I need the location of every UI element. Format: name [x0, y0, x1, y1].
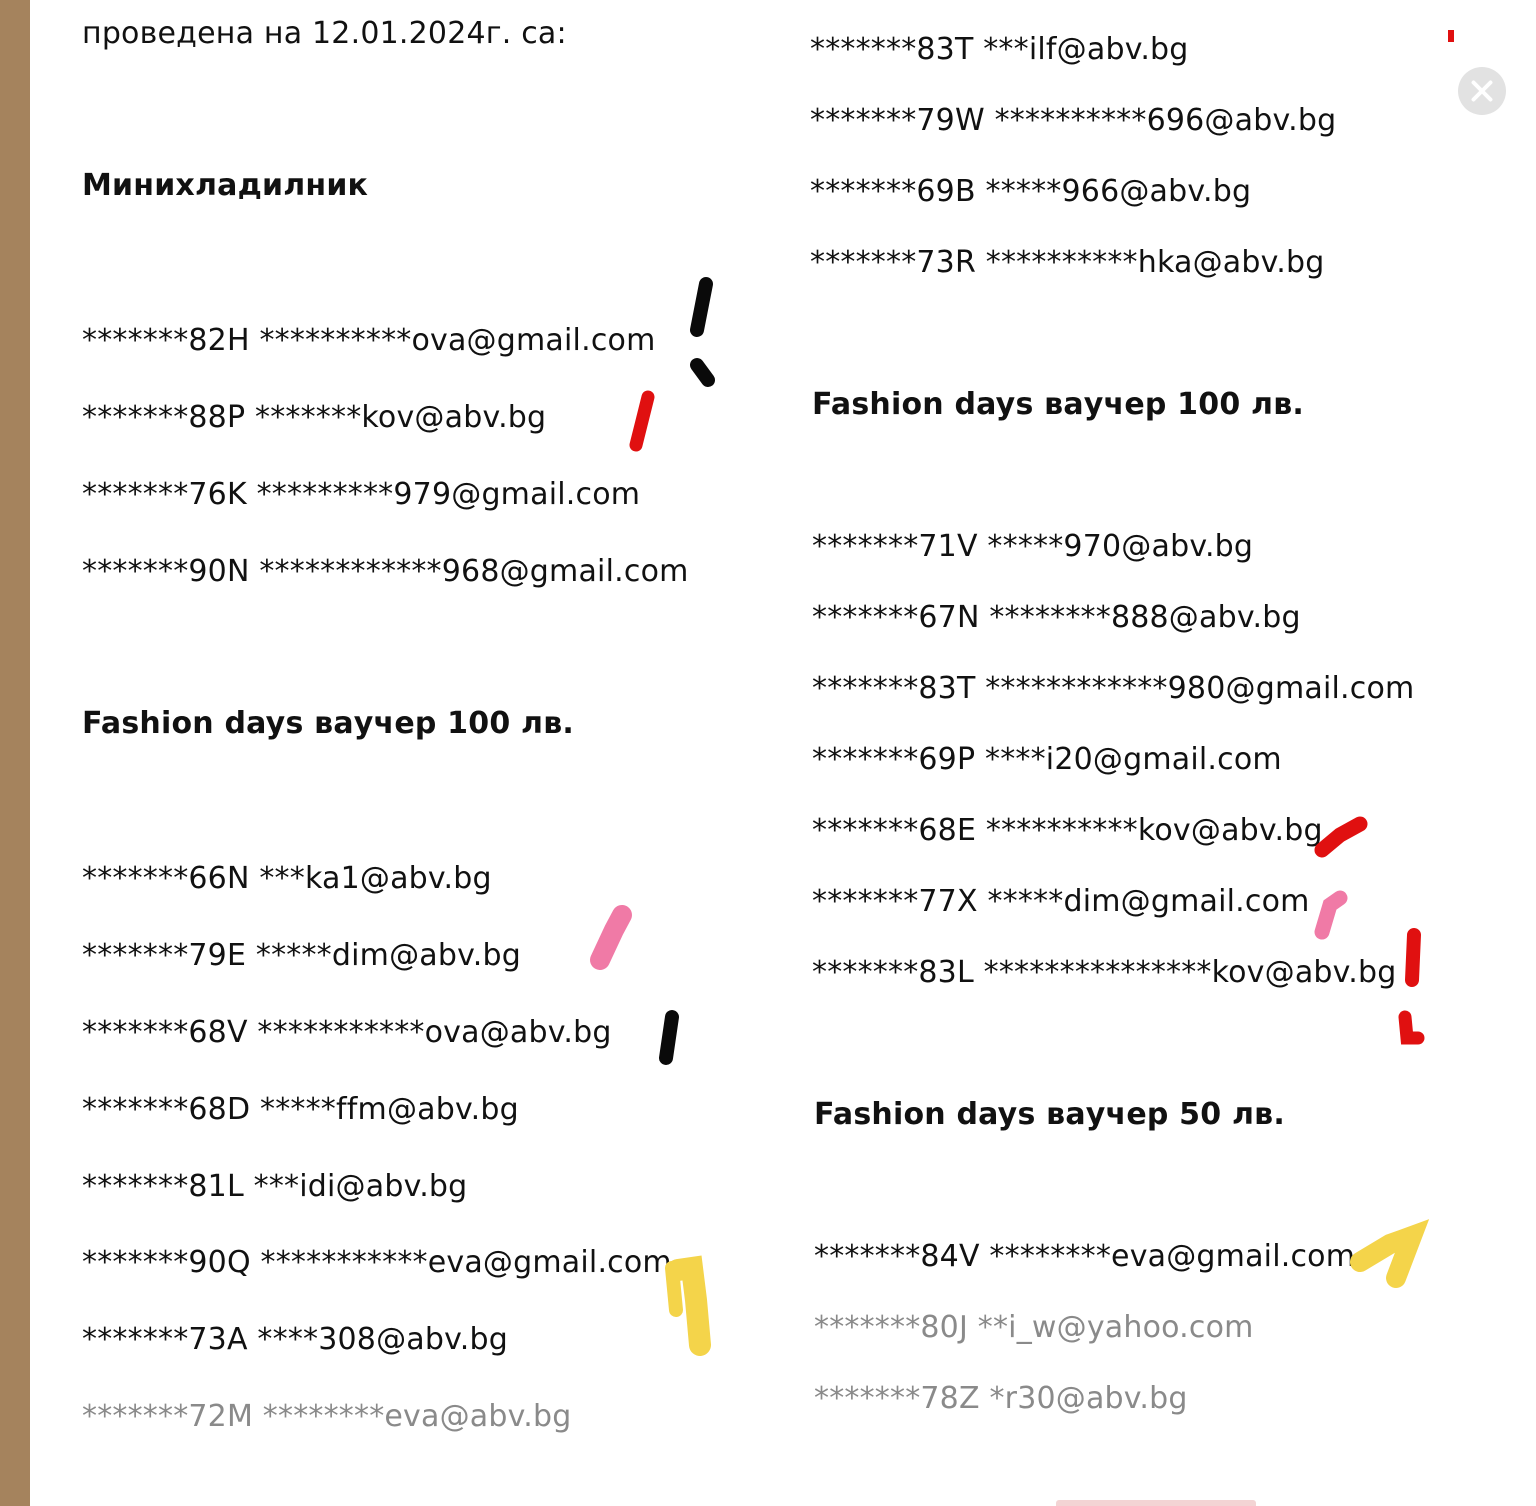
list-item: *******68D *****ffm@abv.bg: [82, 1092, 519, 1127]
list-item: *******69P ****i20@gmail.com: [812, 742, 1282, 777]
window-edge-bar: [0, 0, 30, 1506]
bottom-edge-element: [1056, 1500, 1256, 1506]
list-item: *******79W **********696@abv.bg: [810, 103, 1337, 138]
list-item: *******88P *******kov@abv.bg: [82, 400, 547, 435]
list-item: *******83T ************980@gmail.com: [812, 671, 1415, 706]
list-item: *******68V ***********ova@abv.bg: [82, 1015, 612, 1050]
list-item: *******81L ***idi@abv.bg: [82, 1169, 468, 1204]
list-item: *******77X *****dim@gmail.com: [812, 884, 1310, 919]
list-item: *******78Z *r30@abv.bg: [814, 1381, 1188, 1416]
list-item: *******69B *****966@abv.bg: [810, 174, 1252, 209]
list-item: *******79E *****dim@abv.bg: [82, 938, 521, 973]
list-item: *******90Q ***********eva@gmail.com: [82, 1245, 672, 1280]
list-item: *******66N ***ka1@abv.bg: [82, 861, 492, 896]
heading-voucher-100: Fashion days ваучер 100 лв.: [82, 706, 575, 741]
list-item: *******76K *********979@gmail.com: [82, 477, 641, 512]
list-item: *******73A ****308@abv.bg: [82, 1322, 508, 1357]
black-marker-strokes: [666, 284, 708, 1058]
red-marker-dot: [1448, 30, 1454, 42]
heading-voucher-50: Fashion days ваучер 50 лв.: [814, 1097, 1285, 1132]
list-item: *******83T ***ilf@abv.bg: [810, 32, 1189, 67]
intro-text: проведена на 12.01.2024г. са:: [82, 16, 567, 51]
list-item: *******90N ************968@gmail.com: [82, 554, 689, 589]
list-item: *******68E **********kov@abv.bg: [812, 813, 1323, 848]
list-item: *******73R **********hka@abv.bg: [810, 245, 1325, 280]
heading-minifridge: Минихладилник: [82, 168, 369, 203]
list-item: *******67N ********888@abv.bg: [812, 600, 1301, 635]
list-item: *******84V ********eva@gmail.com: [814, 1239, 1356, 1274]
list-item: *******72M ********eva@abv.bg: [82, 1399, 572, 1434]
heading-voucher-100-right: Fashion days ваучер 100 лв.: [812, 387, 1305, 422]
close-icon[interactable]: [1458, 67, 1506, 115]
list-item: *******71V *****970@abv.bg: [812, 529, 1254, 564]
list-item: *******80J **i_w@yahoo.com: [814, 1310, 1254, 1345]
red-marker-strokes: [636, 397, 1418, 1038]
list-item: *******83L ***************kov@abv.bg: [812, 955, 1397, 990]
list-item: *******82H **********ova@gmail.com: [82, 323, 656, 358]
